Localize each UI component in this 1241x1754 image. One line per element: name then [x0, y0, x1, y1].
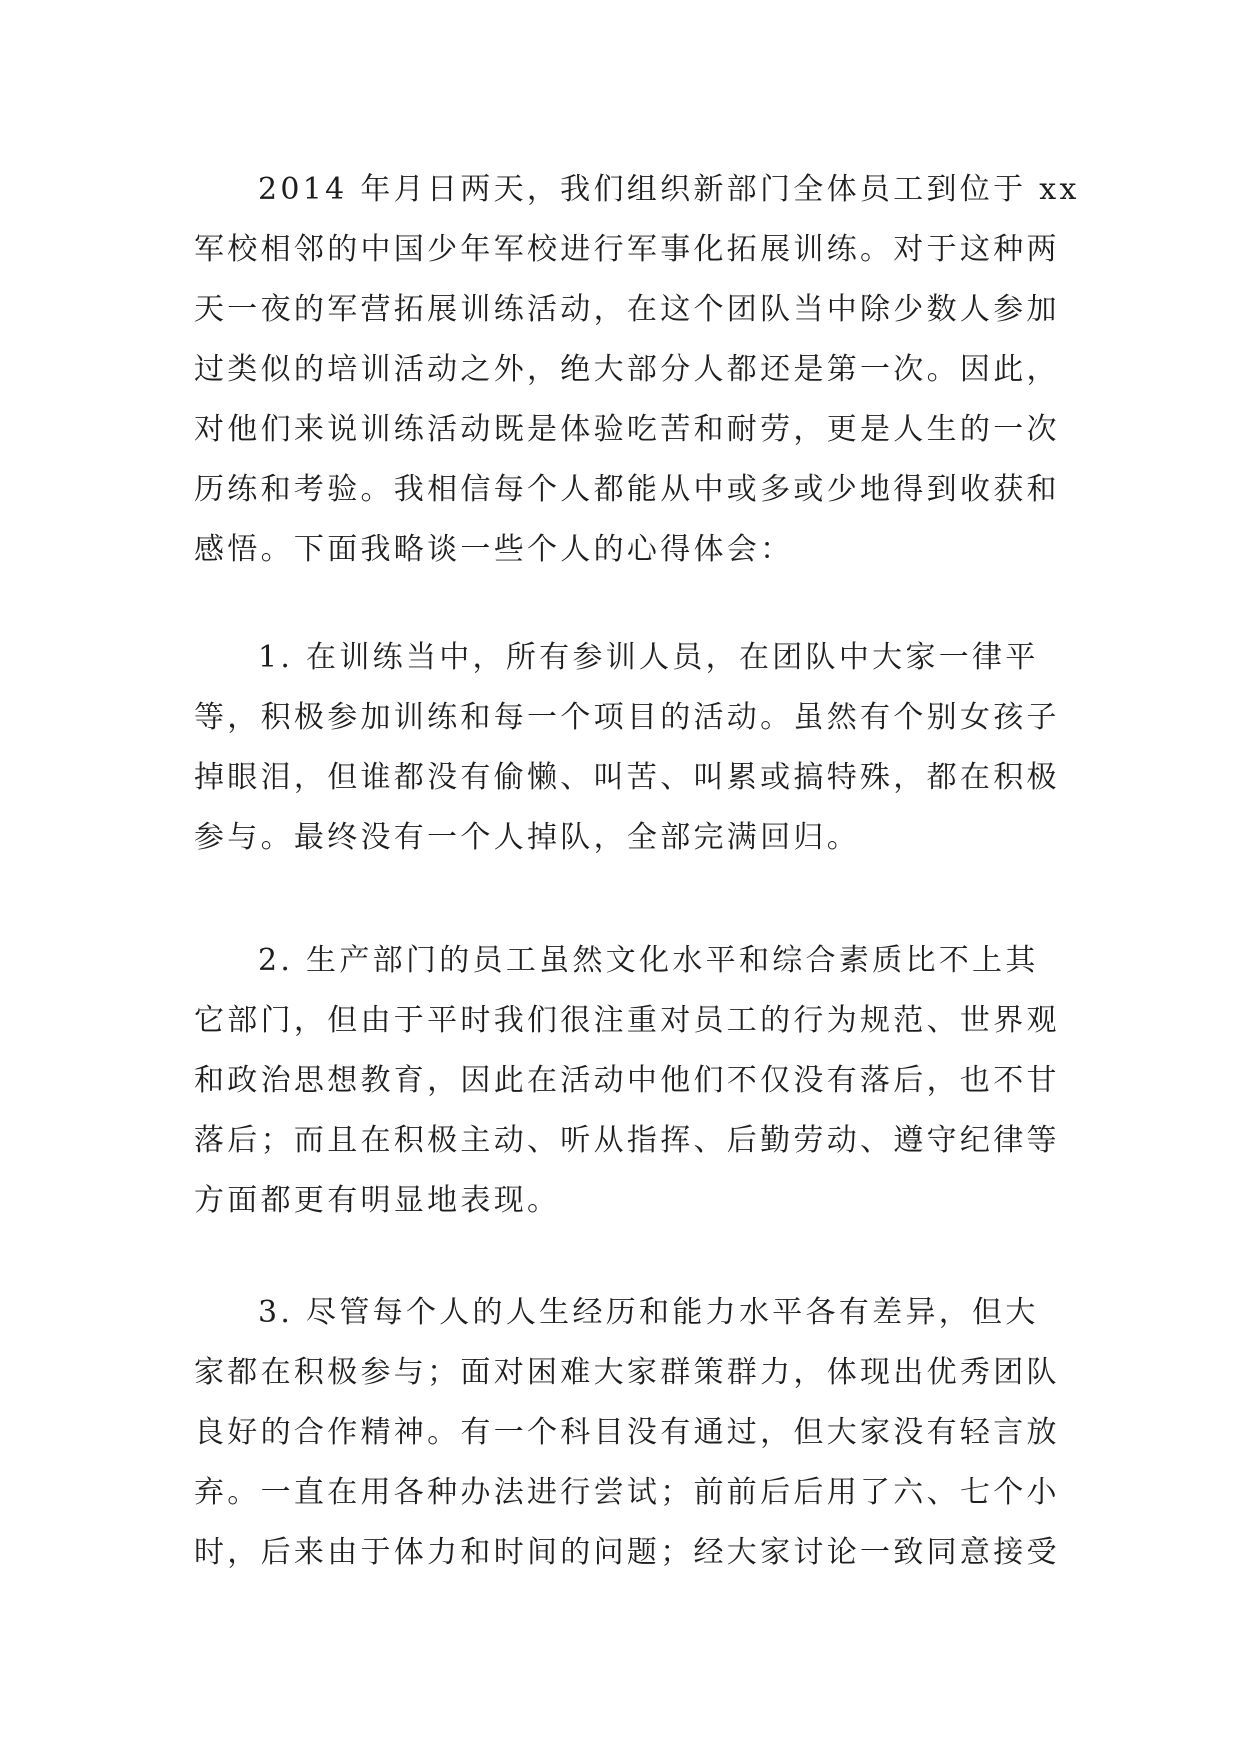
text-line: 2. 生产部门的员工虽然文化水平和综合素质比不上其 — [258, 943, 1039, 978]
text-line: 军校相邻的中国少年军校进行军事化拓展训练。对于这种两 — [194, 232, 1060, 267]
text-line: 参与。最终没有一个人掉队，全部完满回归。 — [194, 820, 860, 855]
text-line: 3. 尽管每个人的人生经历和能力水平各有差异，但大 — [258, 1295, 1039, 1330]
text-line: 2014 年月日两天，我们组织新部门全体员工到位于 xx — [258, 172, 1080, 207]
paragraph-point-1 — [194, 628, 1074, 868]
text-line: 对他们来说训练活动既是体验吃苦和耐劳，更是人生的一次 — [194, 412, 1060, 447]
text-line: 良好的合作精神。有一个科目没有通过，但大家没有轻言放 — [194, 1415, 1060, 1450]
text-line: 和政治思想教育，因此在活动中他们不仅没有落后，也不甘 — [194, 1063, 1060, 1098]
paragraph-intro — [194, 160, 1080, 580]
paragraph-point-3 — [194, 1283, 1074, 1583]
text-line: 时，后来由于体力和时间的问题；经大家讨论一致同意接受 — [194, 1535, 1060, 1570]
text-line: 天一夜的军营拓展训练活动，在这个团队当中除少数人参加 — [194, 292, 1060, 327]
text-line: 方面都更有明显地表现。 — [194, 1183, 561, 1218]
text-line: 1. 在训练当中，所有参训人员，在团队中大家一律平 — [258, 640, 1039, 675]
text-line: 掉眼泪，但谁都没有偷懒、叫苦、叫累或搞特殊，都在积极 — [194, 760, 1060, 795]
paragraph-point-2 — [194, 931, 1074, 1231]
text-line: 等，积极参加训练和每一个项目的活动。虽然有个别女孩子 — [194, 700, 1060, 735]
text-line: 历练和考验。我相信每个人都能从中或多或少地得到收获和 — [194, 472, 1060, 507]
text-line: 它部门，但由于平时我们很注重对员工的行为规范、世界观 — [194, 1003, 1060, 1038]
text-line: 家都在积极参与；面对困难大家群策群力，体现出优秀团队 — [194, 1355, 1060, 1390]
text-line: 感悟。下面我略谈一些个人的心得体会： — [194, 532, 794, 567]
text-line: 落后；而且在积极主动、听从指挥、后勤劳动、遵守纪律等 — [194, 1123, 1060, 1158]
text-line: 过类似的培训活动之外，绝大部分人都还是第一次。因此， — [194, 352, 1060, 387]
text-line: 弃。一直在用各种办法进行尝试；前前后后用了六、七个小 — [194, 1475, 1060, 1510]
